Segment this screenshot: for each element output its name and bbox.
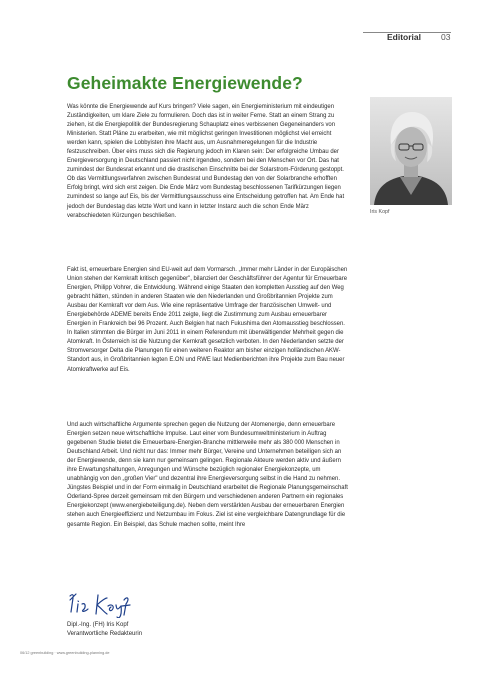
signature-role: Verantwortliche Redakteurin: [67, 631, 143, 637]
handwritten-signature: [66, 590, 136, 618]
section-label: Editorial: [387, 32, 422, 42]
article-paragraph-2: Fakt ist, erneuerbare Energien sind EU-weit auf dem Vormarsch. „Immer mehr Länder in der Europäischen Union stehen der Kernkraft kritisch gegenüber", bilanziert der Geschäftsführer der Agentur für Erneuerbare Energien, Philipp Vohrer, die Entwicklung. Während einige Staaten den kompletten Ausstieg auf den Weg gebracht hätten, stünden in anderen Staaten wie den Niederlanden und Großbritannien Projekte zum Ausbau der Kernkraft vor dem Aus. Wie eine repräsentative Umfrage der französischen Umwelt- und Energiebehörde ADEME bereits Ende 2011 zeigte, liegt die Zustimmung zum Ausbau erneuerbarer Energien in Frankreich bei 96 Prozent. Auch Belgien hat nach Fukushima den Atomausstieg beschlossen. In Italien stimmten die Bürger im Juni 2011 in einem Referendum mit überwältigender Mehrheit gegen die Atomkraft. In Österreich ist die Nutzung der Kernkraft gesetzlich verboten. In den Niederlanden setzte der Stromversorger Delta die Planungen für einen weiteren Reaktor am bisher einzigen holländischen AKW-Standort aus, in Großbritannien legten E.ON und RWE laut Medienberichten ihre Projekte zum Bau neuer Atomkraftwerke auf Eis.: [67, 267, 348, 373]
article-paragraph-3: Und auch wirtschaftliche Argumente sprechen gegen die Nutzung der Atomenergie, denn erneuerbare Energien setzen neue wirtschaftliche Impulse. Laut einer vom Bundesumweltministerium in Auftrag gegebenen Studie bietet die Erneuerbare-Energien-Branche mittlerweile mehr als 380 000 Menschen in Deutschland Arbeit. Und nicht nur das: Immer mehr Bürger, Vereine und Unternehmen beteiligen sich an der Energiewende, denn sie kann nur gemeinsam gelingen. Regionale Akteure werden aktiv und äußern ihre Erwartungshaltungen, Anregungen und Wünsche bezüglich regionaler Energiekonzepte, um unabhängig von den „großen Vier" und dezentral ihre Energieversorgung selbst in die Hand zu nehmen. Jüngstes Beispiel und in der Form einmalig in Deutschland erarbeitet die Regionale Planungsgemeinschaft Oderland-Spree derzeit gemeinsam mit den Bürgern und verschiedenen anderen Partnern ein regionales Energiekonzept (www.energiebeteiligung.de). Neben dem verstärkten Ausbau der erneuerbaren Energien stehen auch Energieeffizienz und Netzumbau im Fokus. Ziel ist eine vergleichbare Datengrundlage für die gesamte Region. Ein Beispiel, das Schule machen sollte, meint Ihre: [67, 422, 348, 528]
author-portrait: [370, 97, 452, 205]
page-footer: 06/12 greenbuilding · www.greenbuilding-planning.de: [20, 651, 110, 655]
article-paragraph-1: Was könnte die Energiewende auf Kurs bringen? Viele sagen, ein Energieministerium mit eindeutigen Zuständigkeiten, um klare Ziele zu formulieren. Doch das ist in weiter Ferne. Statt an einem Strang zu ziehen, ist die Energiepolitik der Bundesregierung Schauplatz eines verbissenen Gegeneinanders von Ministerien. Statt Pläne zu erarbeiten, wie mit möglichst geringen Investitionen möglichst viel erreicht werden kann, spielen die Lobbyisten ihre Macht aus, um Ausnahmeregelungen für die Industrie festzuschreiben. Über eins muss sich die Regierung jedoch im Klaren sein: Der erfolgreiche Umbau der Energieversorgung in Deutschland passiert nicht irgendwo, sondern bei den Menschen vor Ort. Das hat zumindest der Bundesrat erkannt und die drastischen Einschnitte bei der Solarstrom-Förderung gestoppt. Ob das Vermittlungsverfahren zwischen Bundesrat und Bundestag den von der Solarbranche erhofften Erfolg bringt, wird sich erst zeigen. Die Ende März vom Bundestag beschlossenen Tarifkürzungen liegen zumindest so lange auf Eis, bis der Vermittlungsausschuss eine Entscheidung getroffen hat. Am Ende hat jedoch der Bundestag das letzte Wort und kann in letzter Instanz auch die schon Ende März verabschiedeten Kürzungen beschließen.: [67, 104, 345, 219]
photo-caption: Iris Kopf: [370, 209, 390, 215]
page-number: 03: [441, 32, 451, 42]
signature-name: Dipl.-Ing. (FH) Iris Kopf: [67, 622, 129, 628]
article-title: Geheimakte Energiewende?: [67, 73, 303, 93]
